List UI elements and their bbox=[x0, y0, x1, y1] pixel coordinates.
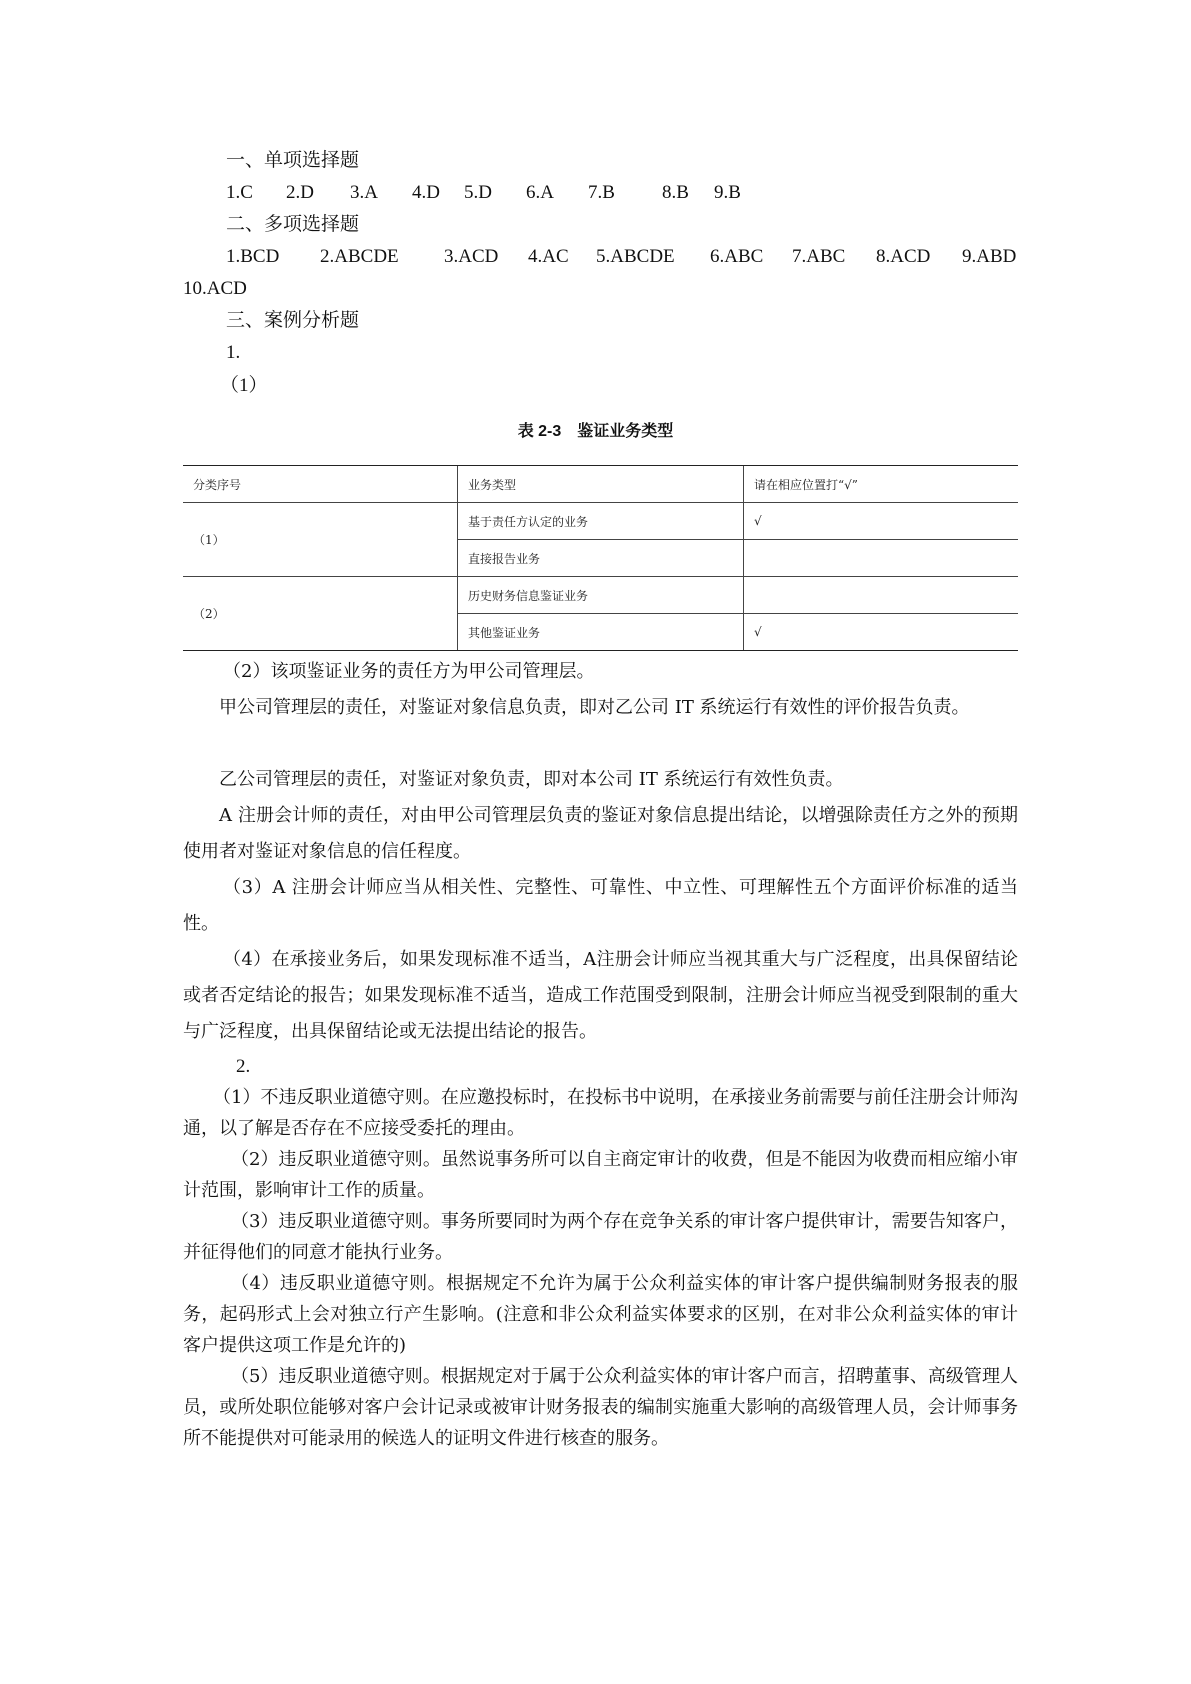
check-cell bbox=[744, 540, 1019, 577]
paragraph: （1）不违反职业道德守则。在应邀投标时，在投标书中说明，在承接业务前需要与前任注册会计师沟通，以了解是否存在不应接受委托的理由。 bbox=[183, 1087, 1018, 1139]
answer-item: 1.BCD bbox=[226, 246, 280, 267]
answer-item: 4.D bbox=[412, 182, 440, 203]
answer-item: 2.ABCDE bbox=[320, 246, 399, 267]
paragraph: （2）该项鉴证业务的责任方为甲公司管理层。 bbox=[223, 661, 595, 682]
header-cell: 请在相应位置打“√” bbox=[744, 466, 1019, 503]
answer-item: 3.ACD bbox=[444, 246, 499, 267]
section-title-multiple-choice: 二、多项选择题 bbox=[226, 214, 360, 235]
answer-item: 8.B bbox=[662, 182, 689, 203]
table-row bbox=[183, 577, 1018, 614]
section-title-case-analysis: 三、案例分析题 bbox=[226, 310, 360, 331]
category-cell: （1） bbox=[183, 503, 458, 577]
paragraph: （4）在承接业务后，如果发现标准不适当，A注册会计师应当视其重大与广泛程度，出具保留结论或者否定结论的报告；如果发现标准不适当，造成工作范围受到限制，注册会计师应当视受到限制的重大与广泛程度，出具保留结论或无法提出结论的报告。 bbox=[183, 949, 1018, 1042]
paragraph: A 注册会计师的责任，对由甲公司管理层负责的鉴证对象信息提出结论，以增强除责任方之外的预期使用者对鉴证对象信息的信任程度。 bbox=[183, 805, 1018, 862]
paragraph: （3）A 注册会计师应当从相关性、完整性、可靠性、中立性、可理解性五个方面评价标准的适当性。 bbox=[183, 877, 1018, 934]
answer-item: 5.ABCDE bbox=[596, 246, 675, 267]
answer-item: 7.ABC bbox=[792, 246, 846, 267]
assurance-type-table bbox=[183, 465, 1018, 651]
type-cell: 历史财务信息鉴证业务 bbox=[458, 577, 744, 614]
answer-item: 5.D bbox=[464, 182, 492, 203]
answer-item: 10.ACD bbox=[183, 278, 247, 299]
table-row bbox=[183, 503, 1018, 540]
paragraph: （4）违反职业道德守则。根据规定不允许为属于公众利益实体的审计客户提供编制财务报表的服务，起码形式上会对独立行产生影响。(注意和非公众利益实体要求的区别，在对非公众利益实体的审计客户提供这项工作是允许的) bbox=[183, 1273, 1018, 1356]
paragraph: （5）违反职业道德守则。根据规定对于属于公众利益实体的审计客户而言，招聘董事、高级管理人员，或所处职位能够对客户会计记录或被审计财务报表的编制实施重大影响的高级管理人员，会计师事务所不能提供对可能录用的候选人的证明文件进行核查的服务。 bbox=[183, 1366, 1018, 1449]
check-cell bbox=[744, 577, 1019, 614]
answer-item: 2.D bbox=[286, 182, 314, 203]
table-caption: 表 2-3 鉴证业务类型 bbox=[517, 423, 674, 440]
type-cell: 基于责任方认定的业务 bbox=[458, 503, 744, 540]
paragraph: （2）违反职业道德守则。虽然说事务所可以自主商定审计的收费，但是不能因为收费而相应缩小审计范围，影响审计工作的质量。 bbox=[183, 1149, 1018, 1201]
case-2-label: 2. bbox=[236, 1056, 251, 1077]
table-header-row bbox=[183, 466, 1018, 503]
answer-item: 3.A bbox=[350, 182, 378, 203]
answer-item: 4.AC bbox=[528, 246, 569, 267]
answer-item: 1.C bbox=[226, 182, 253, 203]
type-cell: 其他鉴证业务 bbox=[458, 614, 744, 651]
case-1-label: 1. bbox=[226, 342, 241, 363]
answer-item: 7.B bbox=[588, 182, 615, 203]
answer-item: 6.ABC bbox=[710, 246, 764, 267]
header-cell: 业务类型 bbox=[458, 466, 744, 503]
type-cell: 直接报告业务 bbox=[458, 540, 744, 577]
answer-item: 9.B bbox=[714, 182, 741, 203]
answer-item: 8.ACD bbox=[876, 246, 931, 267]
section-title-single-choice: 一、单项选择题 bbox=[226, 150, 360, 171]
paragraph: 乙公司管理层的责任，对鉴证对象负责，即对本公司 IT 系统运行有效性负责。 bbox=[219, 769, 844, 790]
case-1-subitem-label: （1） bbox=[220, 375, 268, 396]
answer-item: 6.A bbox=[526, 182, 554, 203]
header-cell: 分类序号 bbox=[183, 466, 458, 503]
paragraph: 甲公司管理层的责任，对鉴证对象信息负责，即对乙公司 IT 系统运行有效性的评价报告负责。 bbox=[219, 697, 970, 718]
check-cell: √ bbox=[744, 614, 1019, 651]
answer-item: 9.ABD bbox=[962, 246, 1017, 267]
check-cell: √ bbox=[744, 503, 1019, 540]
category-cell: （2） bbox=[183, 577, 458, 651]
paragraph: （3）违反职业道德守则。事务所要同时为两个存在竞争关系的审计客户提供审计，需要告知客户，并征得他们的同意才能执行业务。 bbox=[183, 1211, 1018, 1263]
